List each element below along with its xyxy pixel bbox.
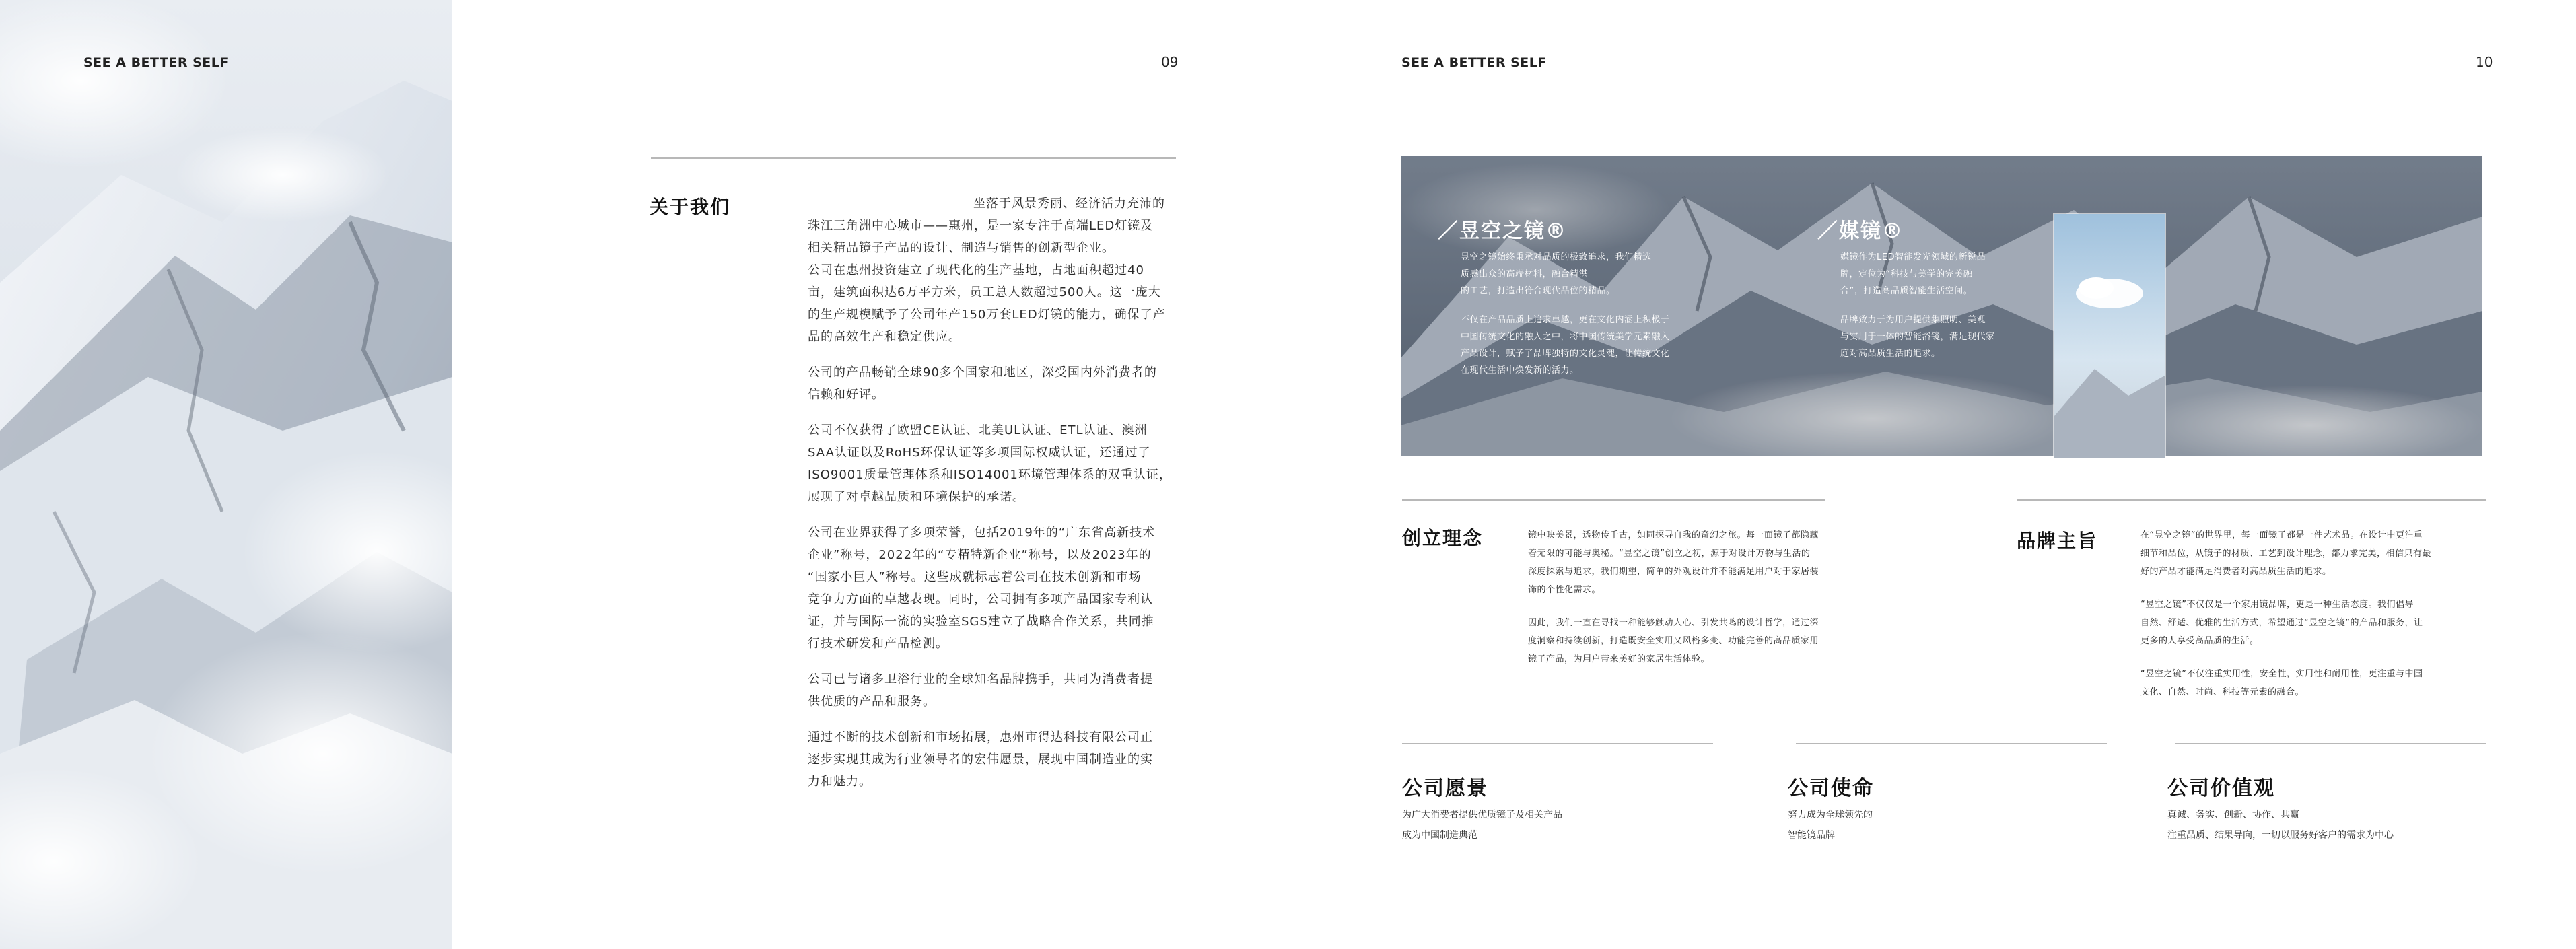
mission-text: 努力成为全球领先的 智能镜品牌 [1788,810,1873,841]
about-paragraph-6: 通过不断的技术创新和市场拓展，惠州市得达科技有限公司正 逐步实现其成为行业领导者的宏伟愿景，展现中国制造业的实 力和魅力。 [808,730,1153,789]
brand-purpose-text: 在“昱空之镜”的世界里，每一面镜子都是一件艺术品。在设计中更注重 细节和品位，从镜子的材质、工艺到设计理念，都力求完美，相信只有最 好的产品才能满足消费者对高品质生活的追求。 “昱空之镜”不仅仅是一个家用镜品牌，更是一种生活态度。我们倡导 自然、舒适、优雅的生活方式，希望通过“昱空之镜”的产品和服务，让 更多的人享受高品质的生活。 “昱空之镜”不仅注重实用性，安全性，实用性和耐用性，更注重与中国 文化、自然、时尚、科技等元素的融合。 [2140,530,2432,697]
values-title: 公司价值观 [2167,777,2275,800]
about-paragraph-5: 公司已与诸多卫浴行业的全球知名品牌携手，共同为消费者提 供优质的产品和服务。 [808,672,1153,709]
about-paragraph-4: 公司在业界获得了多项荣誉，包括2019年的“广东省高新技术 企业”称号，2022年的“专精特新企业”称号，以及2023年的 “国家小巨人”称号。这些成就标志着公司在技术创新和市场 竞争力方面的卓越表现。同时，公司拥有多项产品国家专利认 证，并与国际一流的实验室SGS建立了战略合作关系，共同推 行技术研发和产品检测。 [808,526,1156,651]
about-paragraph-1: 坐落于风景秀丽、经济活力充沛的 珠江三角洲中心城市——惠州，是一家专注于高端LED灯镜及 相关精品镜子产品的设计、制造与销售的创新型企业。 公司在惠州投资建立了现代化的生产基地，占地面积超过40 亩，建筑面积达6万平方米，员工总人数超过500人。这一庞大 的生产规模赋予了公司年产150万套LED灯镜的能力，确保了产 品的高效生产和稳定供应。 [808,197,1166,344]
page-number-left: 09 [1161,54,1179,70]
brand-meijing-title: ／媒镜® [1817,219,1904,243]
page-number-right: 10 [2476,54,2493,70]
philosophy-text: 镜中映美景，透物传千古，如同探寻自我的奇幻之旅。每一面镜子都隐藏 着无限的可能与奥秘。“昱空之镜”创立之初，源于对设计万物与生活的 深度探索与追求，我们期望，简单的外观设计并不能满足用户对于家居装 饰的个性化需求。 因此，我们一直在寻找一种能够触动人心、引发共鸣的设计哲学，通过深 度洞察和持续创新，打造既安全实用又风格多变、功能完善的高品质家用 镜子产品，为用户带来美好的家居生活体验。 [1528,530,1819,664]
brand-purpose-title: 品牌主旨 [2017,530,2098,552]
about-paragraph-2: 公司的产品畅销全球90多个国家和地区，深受国内外消费者的 信赖和好评。 [808,365,1157,402]
divider-philosophy [1402,499,1825,501]
divider-left [651,157,1176,159]
running-header-left: SEE A BETTER SELF [83,55,229,70]
mission-title: 公司使命 [1788,777,1874,800]
brand-meijing-text: 媒镜作为LED智能发光领域的新锐品 牌，定位为“科技与美学的完美融 合”，打造高品质智能生活空间。 品牌致力于为用户提供集照明、美观 与实用于一体的智能浴镜，满足现代家 庭对高品质生活的追求。 [1840,252,1995,359]
about-title: 关于我们 [650,196,731,218]
values-text: 真诚、务实、创新、协作、共赢 注重品质、结果导向，一切以服务好客户的需求为中心 [2167,810,2394,841]
mountain-photo-graphic [0,0,452,949]
divider-mission [1796,743,2107,744]
philosophy-title: 创立理念 [1402,527,1484,549]
about-paragraph-3: 公司不仅获得了欧盟CE认证、北美UL认证、ETL认证、澳洲 SAA认证以及RoHS环保认证等多项国际权威认证，还通过了 ISO9001质量管理体系和ISO14001环境管理体系的双重认证， 展现了对卓越品质和环境保护的承诺。 [808,423,1172,504]
vision-title: 公司愿景 [1402,777,1488,800]
brand-yukong-text: 昱空之镜始终秉承对品质的极致追求，我们精选 质感出众的高端材料，融合精湛 的工艺，打造出符合现代品位的精品。 不仅在产品品质上追求卓越，更在文化内涵上积极于 中国传统文化的融入之中，将中国传统美学元素融入 产品设计，赋予了品牌独特的文化灵魂，让传统文化 在现代生活中焕发新的活力。 [1461,252,1670,376]
about-body [808,192,1185,793]
running-header-right: SEE A BETTER SELF [1401,55,1547,70]
divider-brand [2017,499,2486,501]
divider-vision [1402,743,1713,744]
divider-values [2175,743,2486,744]
vision-text: 为广大消费者提供优质镜子及相关产品 成为中国制造典范 [1402,810,1562,841]
left-mountain-photo [0,0,452,949]
brand-yukong-title: ／昱空之镜® [1438,219,1567,243]
